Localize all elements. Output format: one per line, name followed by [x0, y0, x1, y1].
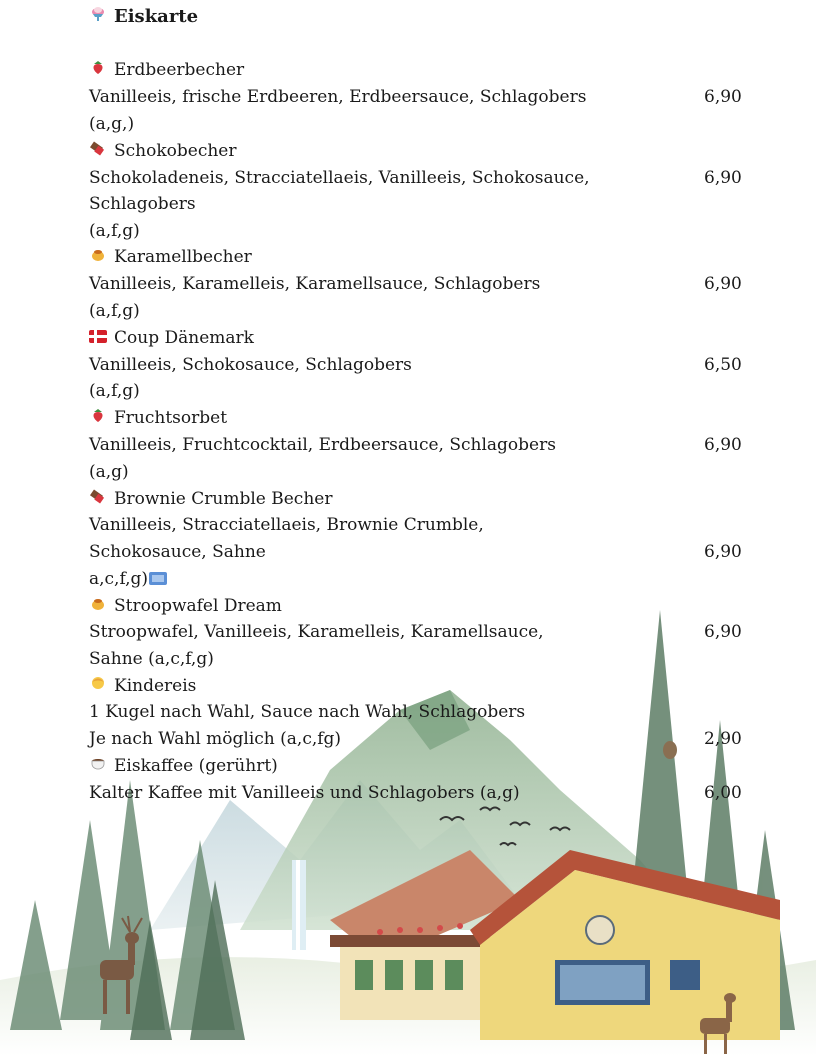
menu-item-allergens: (a,f,g)	[89, 221, 140, 241]
menu-item-name: Kindereis	[89, 673, 196, 700]
caramel-icon	[89, 245, 107, 271]
menu-item-price: 6,90	[704, 435, 742, 455]
chocolate-icon	[89, 487, 107, 513]
menu-item-price: 6,00	[704, 783, 742, 803]
menu-item-allergens: (a,f,g)	[89, 301, 140, 321]
menu-item-description: Schokoladeneis, Stracciatellaeis, Vanilleeis, Schokosauce,	[89, 168, 590, 188]
menu-item-allergens: (a,g)	[89, 462, 129, 482]
chocolate-icon	[89, 139, 107, 165]
menu-title: Eiskarte	[89, 4, 198, 31]
menu-item-description: Schlagobers	[89, 194, 196, 214]
menu-item-description: 1 Kugel nach Wahl, Sauce nach Wahl, Schlagobers	[89, 702, 526, 722]
menu-item-price: 2,90	[704, 729, 742, 749]
strawberry-icon	[89, 58, 107, 84]
denmark-flag-icon	[89, 326, 107, 352]
menu-item-name: Coup Dänemark	[89, 325, 254, 352]
menu-item-description: Vanilleeis, Fruchtcocktail, Erdbeersauce, Schlagobers	[89, 435, 556, 455]
menu-item-name: Karamellbecher	[89, 244, 252, 271]
menu-item-name: Eiskaffee (gerührt)	[89, 753, 278, 780]
menu-item-price: 6,50	[704, 355, 742, 375]
child-icon	[89, 674, 107, 700]
menu-item-name: Brownie Crumble Becher	[89, 486, 332, 513]
menu-item-description: Vanilleeis, Karamelleis, Karamellsauce, Schlagobers	[89, 274, 541, 294]
menu-item-allergens: (a,f,g)	[89, 381, 140, 401]
menu-item-description: Kalter Kaffee mit Vanilleeis und Schlagobers (a,g)	[89, 783, 520, 803]
menu-item-description: Stroopwafel, Vanilleeis, Karamelleis, Karamellsauce,	[89, 622, 544, 642]
menu-item-allergens: Sahne (a,c,f,g)	[89, 649, 214, 669]
caramel-icon	[89, 594, 107, 620]
menu-item-name: Stroopwafel Dream	[89, 593, 282, 620]
menu-item-name: Fruchtsorbet	[89, 405, 227, 432]
menu-item-price: 6,90	[704, 168, 742, 188]
menu-item-price: 6,90	[704, 542, 742, 562]
menu-item-allergens: (a,g,)	[89, 114, 135, 134]
menu-item-description: Schokosauce, Sahne	[89, 542, 266, 562]
menu-item-price: 6,90	[704, 274, 742, 294]
menu-item-price: 6,90	[704, 622, 742, 642]
euro-banknote-icon	[149, 567, 167, 593]
menu-item-name: Erdbeerbecher	[89, 57, 244, 84]
menu-item-description: Vanilleeis, Schokosauce, Schlagobers	[89, 355, 412, 375]
coffee-icon	[89, 754, 107, 780]
menu-item-price: 6,90	[704, 87, 742, 107]
menu-item-allergens: a,c,f,g)	[89, 566, 167, 593]
menu-item-description: Vanilleeis, frische Erdbeeren, Erdbeersauce, Schlagobers	[89, 87, 587, 107]
menu-item-allergens: Je nach Wahl möglich (a,c,fg)	[89, 729, 342, 749]
strawberry-icon	[89, 406, 107, 432]
ice-cream-icon	[89, 5, 107, 31]
menu-item-description: Vanilleeis, Stracciatellaeis, Brownie Crumble,	[89, 515, 484, 535]
menu-item-name: Schokobecher	[89, 138, 237, 165]
